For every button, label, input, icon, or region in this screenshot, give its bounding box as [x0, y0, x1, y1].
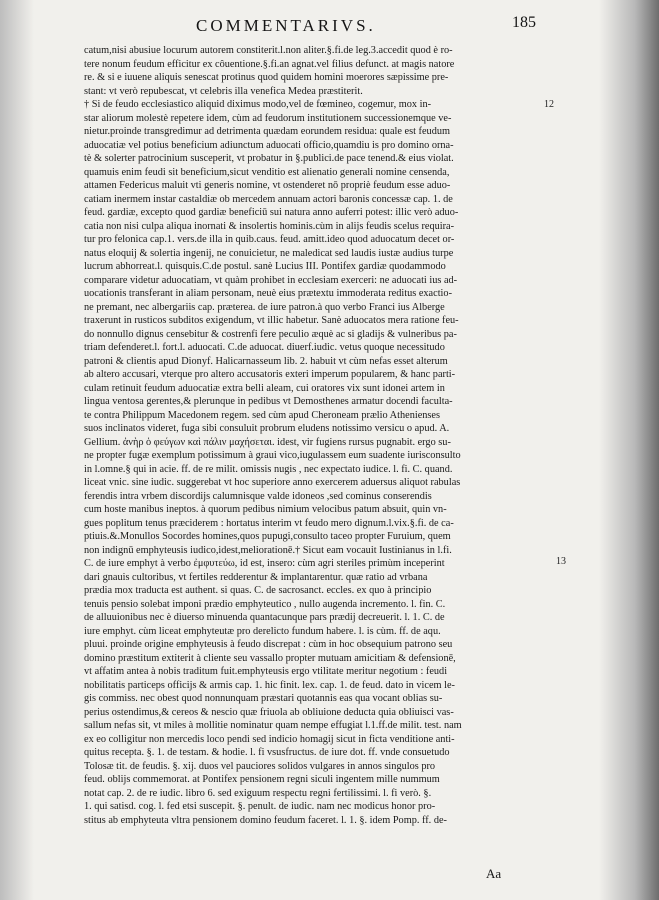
text-line: non indignū emphyteusis iudico,idest,meliorationē.† Sicut eam vocauit Iustinianus in l.fi. [84, 544, 452, 556]
running-title: COMMENTARIVS. [196, 16, 376, 35]
text-line: comparare videtur aduocatiam, vt quàm prohibet in ecclesiam exerceri: ne aduocati ius ad- [84, 274, 458, 286]
text-line: ex eo colligitur non mercedis loco pendi sed indicio homagij sicut in ficta venditione anti- [84, 733, 455, 745]
text-line: domino præstitum extiterit à cliente seu vassallo propter mutuam amicitiam & defensionē, [84, 652, 456, 664]
text-line: perius ostendimus,& cereos & nescio quæ friuola ab obliuione deducta quia obliuisci vas- [84, 706, 454, 718]
text-line: tè & solerter patrocinium susceperit, vt probatur in §.publici.de pace tenend.& eius violat. [84, 153, 454, 164]
text-line: tur pro felonica cap.1. vers.de illa in quib.caus. feud. amitt.ideo quod aduocatum decet or- [84, 234, 455, 245]
text-line: sallum nefas sit, vt miles à mollitie nominatur quam nempe effugiat l.1.ff.de milit. test. nam [84, 720, 462, 731]
text-line: ptiuis.&.Monullos Socordes homines,quos pupugi,consulto taceo propter Furuium, quem [84, 531, 451, 542]
text-line: lucrum abhorreat.l. quisquis.C.de postul. sanè Lucius III. Pontifex gardiæ quodammodo [84, 261, 446, 272]
text-line: star aliorum molestè repetere idem, cùm ad feudorum institutionem successionemque ve- [84, 112, 452, 124]
text-line: prædia mox traducta est authent. si quas. C. de sacrosanct. eccles. ex quo à principio [84, 585, 432, 596]
text-line: ne premant, nec albergariis cap. præterea. de iure patron.à quo verbo Franci ius Alberge [84, 301, 445, 313]
text-line: triam defenderet.l. fort.l. aduocati. C.de aduocat. diuerf.iudic. vetus quoque necessitudo [84, 342, 445, 353]
text-line: notat cap. 2. de re iudic. libro 6. sed exiguum respectu regni fertilissimi. l. fi verò. §. [84, 787, 432, 799]
text-line: aduocatiæ vel potius beneficium adiunctum aduocati officio,quamdiu is pro domino orna- [84, 139, 454, 151]
text-line: liceat vnic. sine iudic. suggerebat vt hoc superiore anno exercerem aduersus aliquot rabulas [84, 477, 461, 488]
page-edge-shadow [599, 0, 659, 900]
text-line: do nonnullo dignus censebitur & costrenfi fere peculio æquè ac si gladijs & vulneribus pa- [84, 328, 457, 340]
text-line: stant: vt verò repubescat, vt celebris illa venefica Medea præstiterit. [84, 85, 363, 97]
text-line: † Si de feudo ecclesiastico aliquid diximus modo,vel de fœmineo, cogemur, mox in- [84, 99, 432, 110]
margin-note: 13 [556, 556, 566, 567]
text-line: dari gnauis cultoribus, vt fertiles redderentur & implantarentur. quæ ratio ad vrbana [84, 571, 428, 583]
text-line: suos inclinatos videret, fuga sibi consuluit probrum eludens notissimo versicu o apud. A. [84, 423, 450, 434]
page-header [0, 14, 659, 38]
text-line: tenuis pensio solebat imponi prædio emphyteutico , nullo augenda incremento. l. fin. C. [84, 598, 446, 610]
signature-mark: Aa [486, 866, 502, 881]
text-line: feud. gardiæ, excepto quod gardiæ beneficiū sui natura anno auferri potest: illic verò aduo- [84, 207, 459, 218]
text-line: traxerunt in rusticos subditos exigendum, vt illic habetur. Sanè aduocatos mera ratione feu- [84, 315, 459, 326]
text-line: catum,nisi abusiue locurum autorem constiterit.l.non aliter.§.fi.de leg.3.accedit quod è ro- [84, 45, 453, 56]
text-line: 1. qui satisd. cog. l. fed etsi suscepit. §. penult. de iudic. nam nec modicus honor pro- [84, 801, 436, 812]
commentary-text-block [84, 44, 536, 827]
text-line: attamen Federicus maluit vti generis nomine, vt ostenderet nō propriè feudum esse aduo- [84, 180, 451, 191]
text-line: C. de iure emphyt à verbo ἐμφυτεύω, id est, insero: cùm agri steriles primùm inceperint [84, 558, 445, 569]
text-line: vt affatim antea à nobis traditum fuit.emphyteusis ergo vtilitate meritur negotium : feudi [84, 666, 448, 677]
text-line: catia non nisi culpa aliqua inornati & insolertis hominis.cùm in alijs feudis scelus requira- [84, 220, 455, 232]
text-line: nobilitatis particeps officijs & armis cap. 1. hic finit. lex. cap. 1. de feud. dato in vicem le- [84, 679, 455, 691]
text-line: quitus recepta. §. 1. de testam. & hodie. l. fi vsusfructus. de iure dot. ff. vnde consuetudo [84, 747, 450, 758]
text-line: pluui. proinde origine emphyteusis à feudo discrepat : cùm in hoc obsequium patrono seu [84, 639, 453, 650]
text-line: ab altero accusari, vterque pro altero accusatoris exteri imperum popularem, & hanc parti- [84, 369, 456, 380]
text-line: uocationis transferant in aliam personam, neuè eius prætextu immoderata reditus exactio- [84, 288, 452, 299]
text-line: de alluuionibus nec è diuerso minuenda quantacunque pars prædij decreuerit. l. 1. C. de [84, 612, 445, 623]
text-line: Gellium. ἀνὴρ ὁ φεύγων καὶ πάλιν μαχήσεται. idest, vir fugiens rursus pugnabit. ergo su- [84, 436, 451, 448]
text-line: re. & si e iuuene aliquis senescat protinus quod quidem homini moerores sæpissime pre- [84, 72, 449, 83]
text-line: ne propter fugæ exemplum potissimum à graui vico,iugulassem eum suadente iurisconsulto [84, 450, 461, 461]
page-number: 185 [512, 14, 536, 31]
text-line: tere nonum feudum efficitur ex côuentione.§.fi.an agnat.vel filius defunct. at magis natore [84, 58, 455, 70]
text-line: Tolosæ tit. de feudis. §. xij. duos vel pauciores solidos vulgares in annos singulos pro [84, 760, 436, 772]
text-line: stitus ab emphyteuta vltra pensionem domino feudum faceret. l. 1. §. idem Pomp. ff. de- [84, 814, 447, 826]
text-line: gues poplitum tenus præciderem : hortatus interim vt feudo mero dignum.l.vix.§.fi. de ca- [84, 517, 454, 529]
text-line: in l.omne.§ qui in acie. ff. de re milit. omissis nugis , nec expectato iudice. l. fi. C. quand. [84, 463, 453, 475]
text-line: gis commiss. nec obest quod nonnunquam præstari quotannis eas qua vocant oblias su- [84, 693, 443, 704]
text-line: iure emphyt. cùm liceat emphyteutæ pro derelicto fundum habere. l. is cùm. ff. de aqu. [84, 625, 441, 637]
text-line: natus eloquij & solertia ingenij, ne conuicietur, ne maledicat sed laudis iustæ audius turpe [84, 247, 454, 259]
text-line: patroni & clientis apud Dionyf. Halicarnasseum lib. 2. habuit vt cùm nefas esset alterum [84, 355, 448, 367]
margin-note: 12 [544, 99, 554, 110]
text-line: feud. oblijs commemorat. at Pontifex pensionem regni siculi ingentem mille nummum [84, 774, 440, 785]
text-line: lingua ventosa gerentes,& plerunque in pedibus vt Demosthenes armatur docendi faculta- [84, 396, 453, 407]
text-line: culam retinuit feudum aduocatiæ extra belli aleam, cui oratores vix sunt idonei artem in [84, 382, 445, 394]
text-line: nietur.proinde transgredimur ad detrimenta quædam eorundem residua: quale est feudum [84, 126, 451, 137]
page-gutter-shadow [0, 0, 34, 900]
text-line: te contra Philippum Macedonem regem. sed cùm apud Cheroneam prælio Athenienses [84, 409, 441, 421]
text-line: ferendis intra vrbem discordijs calumnisque valde idoneos ,sed cominus conserendis [84, 490, 432, 502]
text-line: cum hoste manibus ineptos. à quorum pedibus nimium velocibus patum absuit, quin vn- [84, 504, 447, 515]
text-line: catiam inermem instar castaldiæ ob mercedem annuam actori baronis concessæ cap. 1. de [84, 193, 453, 205]
text-line: quamuis enim feudi sit beneficium,sicut venditio est alienatio generali nomine censenda, [84, 166, 450, 178]
